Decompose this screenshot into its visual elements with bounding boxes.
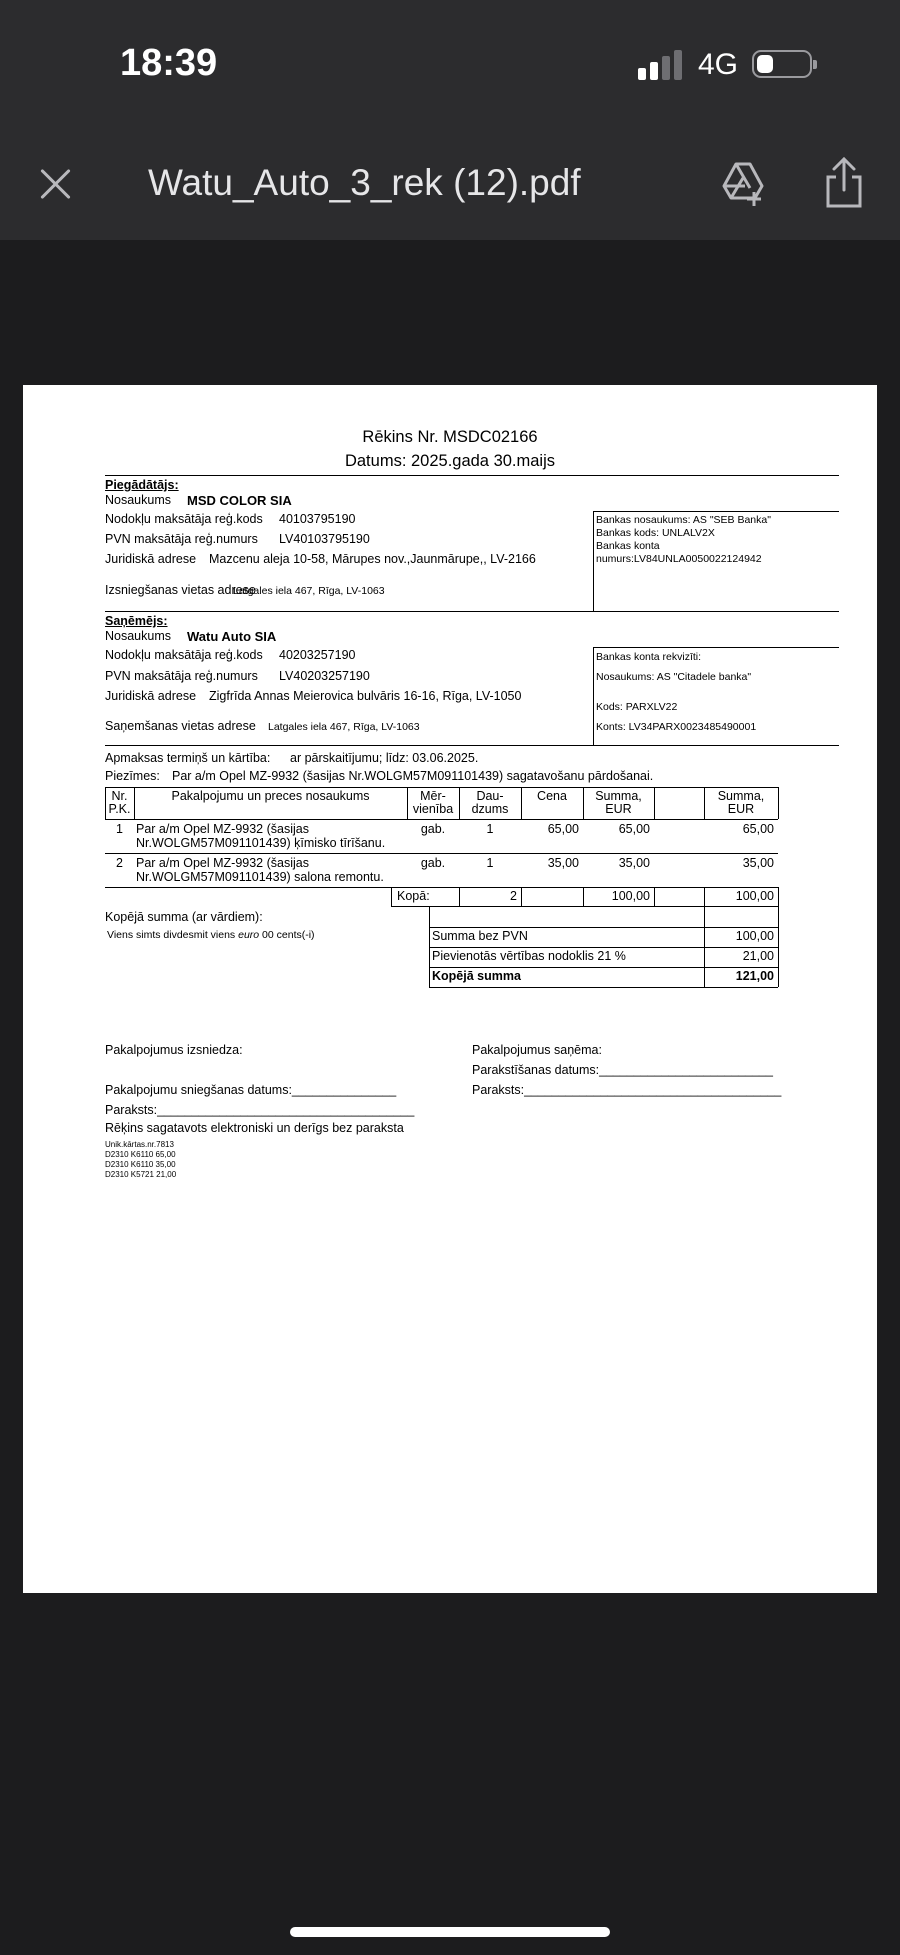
summary-total: 121,00 xyxy=(735,969,774,983)
footnote: D2310 K6110 35,00 xyxy=(105,1160,176,1169)
supplier-bank-name: Bankas nosaukums: AS "SEB Banka" xyxy=(596,514,771,526)
battery-icon xyxy=(752,50,812,78)
supplier-service-label: Izsniegšanas vietas adrese xyxy=(105,583,256,597)
invoice-date: Datums: 2025.gada 30.maijs xyxy=(344,452,556,470)
col-unit-line1: Mēr- xyxy=(420,789,446,803)
signal-strength-icon xyxy=(638,50,684,80)
status-bar xyxy=(0,0,900,130)
row-sum: 65,00 xyxy=(618,822,650,836)
receiver-bank-name: Nosaukums: AS "Citadele banka" xyxy=(596,671,752,683)
google-drive-add-icon[interactable] xyxy=(718,158,768,208)
col-name: Pakalpojumu un preces nosaukums xyxy=(171,789,370,803)
col-qty-line1: Dau- xyxy=(476,789,504,803)
receiver-receive-address: Latgales iela 467, Rīga, LV-1063 xyxy=(268,721,420,733)
row-qty: 1 xyxy=(486,856,494,870)
row-price: 35,00 xyxy=(547,856,579,870)
supplier-vat: LV40103795190 xyxy=(279,532,370,546)
col-sum2-line1: Summa, xyxy=(717,789,765,803)
service-date-line: Pakalpojumu sniegšanas datums:_______________ xyxy=(105,1083,397,1097)
row-unit: gab. xyxy=(420,856,446,870)
receiver-vat: LV40203257190 xyxy=(279,669,370,683)
summary-vat: 21,00 xyxy=(742,949,774,963)
summary-net: 100,00 xyxy=(735,929,774,943)
home-indicator[interactable] xyxy=(290,1927,610,1937)
document-title: Watu_Auto_3_rek (12).pdf xyxy=(148,162,581,203)
receiver-name-label: Nosaukums xyxy=(105,629,171,643)
network-type: 4G xyxy=(698,48,739,81)
notes: Par a/m Opel MZ-9932 (šasijas Nr.WOLGM57M091101439) sagatavošanu pārdošanai. xyxy=(172,769,654,783)
row-unit: gab. xyxy=(420,822,446,836)
notes-label: Piezīmes: xyxy=(105,769,160,783)
receiver-bank-code: Kods: PARXLV22 xyxy=(596,701,678,713)
words-label: Kopējā summa (ar vārdiem): xyxy=(105,910,263,924)
status-time: 18:39 xyxy=(120,42,218,84)
received-by-label: Pakalpojumus saņēma: xyxy=(472,1043,602,1057)
receiver-receive-label: Saņemšanas vietas adrese xyxy=(105,719,256,733)
row-price: 65,00 xyxy=(547,822,579,836)
row-nr: 2 xyxy=(116,856,123,870)
col-price: Cena xyxy=(537,789,567,803)
sign-date-line: Parakstīšanas datums:_________________________ xyxy=(472,1063,773,1077)
signature-left-line: Paraksts:_____________________________________ xyxy=(105,1103,415,1117)
issued-by-label: Pakalpojumus izsniedza: xyxy=(105,1043,243,1057)
viewer-header xyxy=(0,130,900,240)
summary-total-label: Kopējā summa xyxy=(432,969,521,983)
supplier-name-label: Nosaukums xyxy=(105,493,171,507)
col-sum2-line2: EUR xyxy=(727,802,755,816)
supplier-bank-account-label: Bankas konta xyxy=(596,540,660,552)
footnote: D2310 K5721 21,00 xyxy=(105,1170,177,1179)
receiver-address-label: Juridiskā adrese xyxy=(105,689,197,703)
col-sum1-line1: Summa, xyxy=(595,789,642,803)
summary-vat-label: Pievienotās vērtības nodoklis 21 % xyxy=(432,949,626,963)
pdf-page[interactable] xyxy=(23,385,877,1593)
receiver-bank-account: Konts: LV34PARX0023485490001 xyxy=(596,721,757,733)
receiver-heading: Saņēmējs: xyxy=(105,614,168,628)
footnote: D2310 K6110 65,00 xyxy=(105,1150,176,1159)
total-sum2: 100,00 xyxy=(735,889,774,903)
supplier-taxcode: 40103795190 xyxy=(279,512,356,526)
supplier-name: MSD COLOR SIA xyxy=(187,493,292,508)
row-name-line2: Nr.WOLGM57M091101439) salona remontu. xyxy=(136,870,384,884)
supplier-bank-code: Bankas kods: UNLALV2X xyxy=(596,527,715,539)
row-sum2: 65,00 xyxy=(742,822,774,836)
receiver-address: Zigfrīda Annas Meierovica bulvāris 16-16, Rīga, LV-1050 xyxy=(209,689,522,703)
row-sum: 35,00 xyxy=(618,856,650,870)
col-nr-line2: P.K. xyxy=(108,802,131,816)
row-qty: 1 xyxy=(486,822,494,836)
row-name-line1: Par a/m Opel MZ-9932 (šasijas xyxy=(136,822,309,836)
supplier-address: Mazcenu aleja 10-58, Mārupes nov.,Jaunmārupe,, LV-2166 xyxy=(209,552,536,566)
electronic-note: Rēķins sagatavots elektroniski un derīgs bez paraksta xyxy=(105,1121,404,1135)
supplier-service-address: Latgales iela 467, Rīga, LV-1063 xyxy=(233,585,385,597)
total-sum: 100,00 xyxy=(611,889,650,903)
col-sum1-line2: EUR xyxy=(605,802,632,816)
supplier-taxcode-label: Nodokļu maksātāja reģ.kods xyxy=(105,512,263,526)
row-name-line1: Par a/m Opel MZ-9932 (šasijas xyxy=(136,856,309,870)
close-icon[interactable] xyxy=(36,164,76,204)
total-label: Kopā: xyxy=(397,889,430,903)
total-qty: 2 xyxy=(510,889,517,903)
payment-terms-label: Apmaksas termiņš un kārtība: xyxy=(105,751,271,765)
summary-net-label: Summa bez PVN xyxy=(432,929,528,943)
supplier-address-label: Juridiskā adrese xyxy=(105,552,197,566)
col-nr-line1: Nr. xyxy=(111,789,128,803)
row-name-line2: Nr.WOLGM57M091101439) ķīmisko tīrīšanu. xyxy=(136,836,386,850)
receiver-taxcode-label: Nodokļu maksātāja reģ.kods xyxy=(105,648,263,662)
receiver-name: Watu Auto SIA xyxy=(187,629,277,644)
payment-terms: ar pārskaitījumu; līdz: 03.06.2025. xyxy=(290,751,479,765)
receiver-taxcode: 40203257190 xyxy=(279,648,356,662)
share-icon[interactable] xyxy=(822,156,866,210)
col-qty-line2: dzums xyxy=(471,802,509,816)
invoice-document xyxy=(23,385,877,1593)
supplier-bank-account: numurs:LV84UNLA0050022124942 xyxy=(596,553,762,565)
receiver-vat-label: PVN maksātāja reģ.numurs xyxy=(105,669,258,683)
footnote: Unik.kārtas.nr.7813 xyxy=(105,1140,174,1149)
invoice-title: Rēkins Nr. MSDC02166 xyxy=(362,428,538,446)
supplier-heading: Piegādātājs: xyxy=(105,478,179,492)
col-unit-line2: vienība xyxy=(412,802,454,816)
supplier-vat-label: PVN maksātāja reģ.numurs xyxy=(105,532,258,546)
row-nr: 1 xyxy=(116,822,123,836)
row-sum2: 35,00 xyxy=(742,856,774,870)
amount-in-words: Viens simts divdesmit viens euro 00 cents(-i) xyxy=(107,929,315,941)
receiver-bank-heading: Bankas konta rekvizīti: xyxy=(596,651,702,663)
signature-right-line: Paraksts:_____________________________________ xyxy=(472,1083,782,1097)
